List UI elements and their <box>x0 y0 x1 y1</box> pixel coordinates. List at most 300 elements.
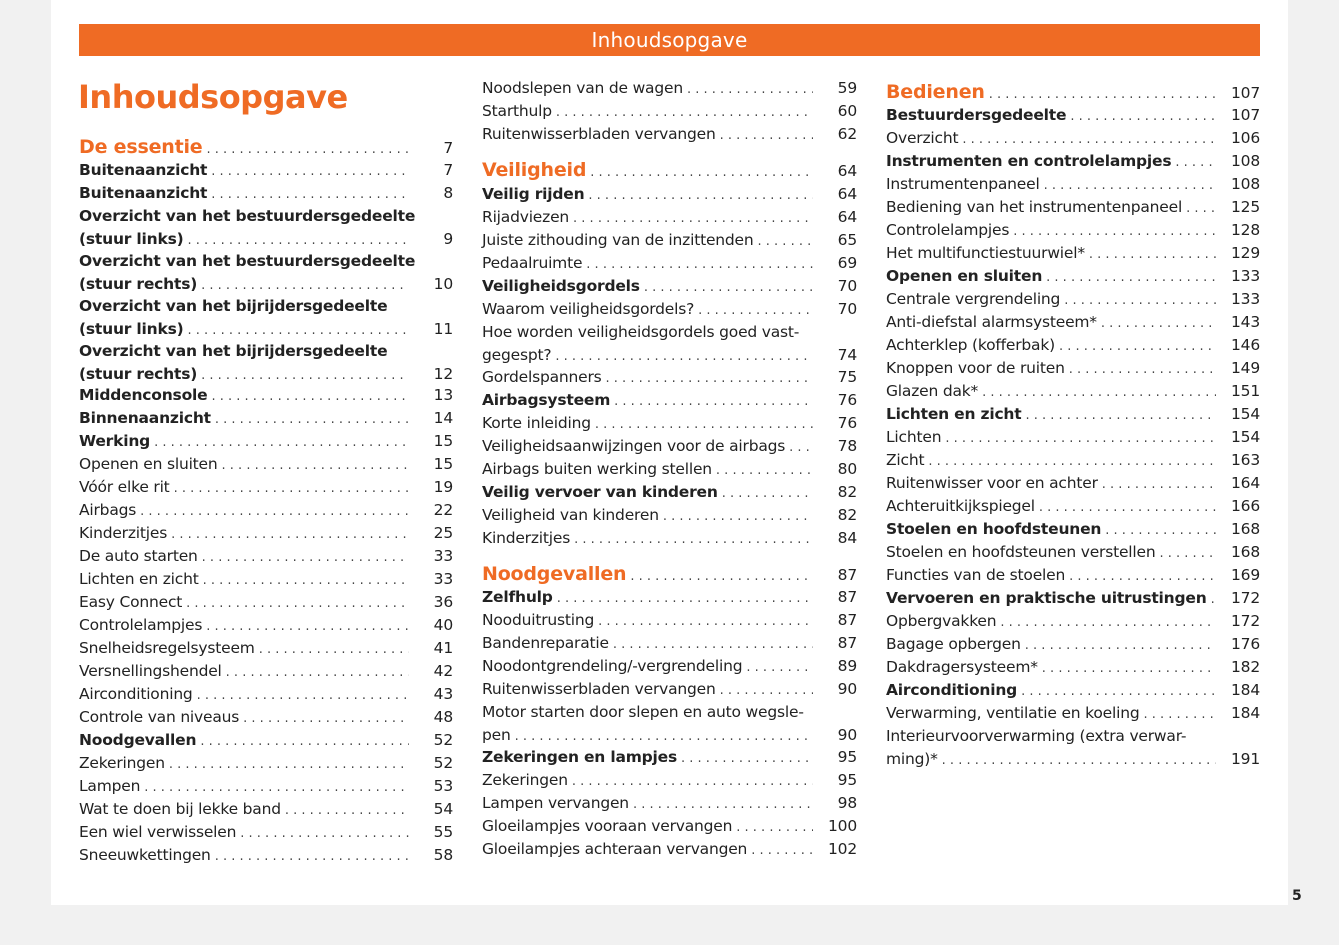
toc-page-number: 166 <box>1231 497 1260 515</box>
toc-item[interactable] <box>886 311 1260 334</box>
toc-page-number: 98 <box>837 794 857 812</box>
dot-leader <box>1039 496 1216 519</box>
toc-item[interactable] <box>482 655 857 678</box>
toc-section[interactable] <box>79 729 453 752</box>
toc-page-number: 74 <box>837 346 857 364</box>
toc-page-number: 78 <box>837 437 857 455</box>
toc-chapter[interactable] <box>886 79 1260 105</box>
toc-page-number: 172 <box>1231 612 1260 630</box>
toc-item[interactable] <box>482 321 857 367</box>
toc-label: Gordelspanners <box>482 368 602 386</box>
toc-item[interactable] <box>79 706 453 729</box>
toc-label: Bandenreparatie <box>482 634 609 652</box>
toc-page-number: 65 <box>837 231 857 249</box>
toc-page-number: 176 <box>1231 635 1260 653</box>
toc-item[interactable] <box>79 614 453 637</box>
dot-leader <box>140 500 409 523</box>
dot-leader <box>613 633 813 656</box>
toc-item[interactable] <box>79 752 453 775</box>
dot-leader <box>736 816 813 839</box>
dot-leader <box>1211 588 1216 611</box>
toc-item[interactable] <box>886 196 1260 219</box>
toc-page-number: 151 <box>1231 382 1260 400</box>
toc-label: Airconditioning <box>79 685 193 703</box>
toc-section[interactable] <box>79 430 453 453</box>
toc-page-number: 108 <box>1231 152 1260 170</box>
dot-leader <box>789 436 813 459</box>
toc-label: Zicht <box>886 451 925 469</box>
toc-label: Ruitenwisserbladen vervangen <box>482 125 716 143</box>
toc-label: Functies van de stoelen <box>886 566 1066 584</box>
toc-page-number: 149 <box>1231 359 1260 377</box>
toc-item[interactable] <box>79 821 453 844</box>
dot-leader <box>614 390 813 413</box>
dot-leader <box>644 276 813 299</box>
toc-label-line1: Overzicht van het bijrijdersgedeelte <box>79 297 388 315</box>
toc-section[interactable] <box>886 150 1260 173</box>
toc-item[interactable] <box>886 656 1260 679</box>
toc-label: De essentie <box>79 136 203 158</box>
toc-item[interactable] <box>482 412 857 435</box>
dot-leader <box>942 749 1216 772</box>
toc-item[interactable] <box>886 495 1260 518</box>
dot-leader <box>1143 703 1216 726</box>
toc-page-number: 90 <box>837 680 857 698</box>
dot-leader <box>555 345 813 368</box>
toc-page-number: 76 <box>837 391 857 409</box>
toc-page-number: 40 <box>433 616 453 634</box>
toc-label: Kinderzitjes <box>79 524 168 542</box>
toc-label: Overzicht <box>886 129 959 147</box>
toc-page-number: 19 <box>433 478 453 496</box>
dot-leader <box>1159 542 1216 565</box>
dot-leader <box>746 656 813 679</box>
toc-section[interactable] <box>79 295 453 341</box>
toc-item[interactable] <box>79 775 453 798</box>
dot-leader <box>663 505 813 528</box>
dot-leader <box>982 381 1216 404</box>
toc-item[interactable] <box>79 453 453 476</box>
dot-leader <box>588 184 813 207</box>
toc-page-number: 15 <box>433 432 453 450</box>
toc-label: Noodgevallen <box>482 563 627 585</box>
toc-label: Pedaalruimte <box>482 254 583 272</box>
dot-leader <box>1105 519 1216 542</box>
toc-page-number: 90 <box>837 726 857 744</box>
toc-label: Sneeuwkettingen <box>79 846 211 864</box>
toc-label: Veiligheidsgordels <box>482 277 640 295</box>
toc-page-number: 14 <box>433 409 453 427</box>
toc-label: Zekeringen <box>482 771 568 789</box>
toc-label: Nooduitrusting <box>482 611 595 629</box>
toc-label: pen <box>482 726 511 744</box>
dot-leader <box>595 413 813 436</box>
toc-page-number: 64 <box>837 185 857 203</box>
toc-page-number: 36 <box>433 593 453 611</box>
toc-item[interactable] <box>79 637 453 660</box>
toc-label: Easy Connect <box>79 593 183 611</box>
toc-item[interactable] <box>79 660 453 683</box>
toc-section[interactable] <box>79 250 453 296</box>
toc-page-number: 100 <box>828 817 857 835</box>
dot-leader <box>1089 243 1216 266</box>
dot-leader <box>586 253 813 276</box>
dot-leader <box>751 839 813 862</box>
toc-label: Airbags buiten werking stellen <box>482 460 712 478</box>
toc-label: Veiligheidsaanwijzingen voor de airbags <box>482 437 786 455</box>
toc-item[interactable] <box>886 725 1260 771</box>
toc-item[interactable] <box>886 702 1260 725</box>
toc-page-number: 172 <box>1231 589 1260 607</box>
dot-leader <box>962 128 1216 151</box>
toc-section[interactable] <box>79 407 453 430</box>
dot-leader <box>515 725 813 748</box>
toc-label: Buitenaanzicht <box>79 184 208 202</box>
toc-label: Dakdragersysteem* <box>886 658 1038 676</box>
toc-page-number: 108 <box>1231 175 1260 193</box>
toc-item[interactable] <box>79 545 453 568</box>
toc-label: Glazen dak* <box>886 382 979 400</box>
toc-item[interactable] <box>886 610 1260 633</box>
toc-item[interactable] <box>482 206 857 229</box>
toc-page-number: 10 <box>433 275 453 293</box>
toc-chapter[interactable] <box>482 157 857 183</box>
toc-item[interactable] <box>482 609 857 632</box>
toc-item[interactable] <box>482 123 857 146</box>
toc-item[interactable] <box>482 815 857 838</box>
dot-leader <box>945 427 1216 450</box>
toc-page-number: 87 <box>837 634 857 652</box>
toc-label: (stuur rechts) <box>79 275 198 293</box>
toc-page-number: 191 <box>1231 750 1260 768</box>
toc-item[interactable] <box>886 357 1260 380</box>
toc-page-number: 128 <box>1231 221 1260 239</box>
toc-page-number: 82 <box>837 506 857 524</box>
toc-label: Het multifunctiestuurwiel* <box>886 244 1085 262</box>
toc-page-number: 54 <box>433 800 453 818</box>
toc-label: Lampen vervangen <box>482 794 629 812</box>
dot-leader <box>1069 565 1216 588</box>
toc-item[interactable] <box>886 288 1260 311</box>
toc-section[interactable] <box>886 403 1260 426</box>
dot-leader <box>188 319 409 342</box>
toc-page-number: 33 <box>433 570 453 588</box>
dot-leader <box>285 799 409 822</box>
toc-chapter[interactable] <box>79 134 453 160</box>
toc-label: Veiligheid van kinderen <box>482 506 659 524</box>
dot-leader <box>698 299 813 322</box>
toc-label: Anti-diefstal alarmsysteem* <box>886 313 1097 331</box>
dot-leader <box>758 230 813 253</box>
toc-section[interactable] <box>482 746 857 769</box>
toc-page-number: 184 <box>1231 681 1260 699</box>
toc-section[interactable] <box>886 104 1260 127</box>
toc-label: Stoelen en hoofdsteunen <box>886 520 1102 538</box>
toc-page-number: 22 <box>433 501 453 519</box>
toc-item[interactable] <box>886 334 1260 357</box>
dot-leader <box>1021 680 1216 703</box>
toc-label: Verwarming, ventilatie en koeling <box>886 704 1140 722</box>
toc-label: Snelheidsregelsysteem <box>79 639 255 657</box>
toc-label: Gloeilampjes achteraan vervangen <box>482 840 748 858</box>
toc-page-number: 70 <box>837 300 857 318</box>
toc-label: Zekeringen <box>79 754 165 772</box>
toc-page-number: 84 <box>837 529 857 547</box>
toc-section[interactable] <box>79 159 453 182</box>
toc-item[interactable] <box>886 242 1260 265</box>
toc-item[interactable] <box>886 564 1260 587</box>
dot-leader <box>202 546 409 569</box>
toc-page-number: 42 <box>433 662 453 680</box>
toc-page-number: 43 <box>433 685 453 703</box>
toc-chapter[interactable] <box>482 561 857 587</box>
toc-label: Bestuurdersgedeelte <box>886 106 1067 124</box>
dot-leader <box>687 78 813 101</box>
toc-page-number: 102 <box>828 840 857 858</box>
toc-label: Middenconsole <box>79 386 208 404</box>
dot-leader <box>201 274 409 297</box>
dot-leader <box>681 747 813 770</box>
toc-item[interactable] <box>482 435 857 458</box>
toc-item[interactable] <box>886 449 1260 472</box>
toc-section[interactable] <box>886 265 1260 288</box>
toc-label: Airconditioning <box>886 681 1018 699</box>
toc-page-number: 87 <box>837 566 857 584</box>
toc-label: Buitenaanzicht <box>79 161 208 179</box>
dot-leader <box>1059 335 1216 358</box>
toc-page-number: 15 <box>433 455 453 473</box>
toc-label-line1: Overzicht van het bestuurdersgedeelte <box>79 252 416 270</box>
toc-page-number: 169 <box>1231 566 1260 584</box>
toc-item[interactable] <box>886 541 1260 564</box>
toc-label-line1: Overzicht van het bijrijdersgedeelte <box>79 342 388 360</box>
toc-page-number: 133 <box>1231 290 1260 308</box>
toc-section[interactable] <box>482 275 857 298</box>
toc-page-number: 41 <box>433 639 453 657</box>
toc-item[interactable] <box>79 844 453 867</box>
toc-label: Openen en sluiten <box>886 267 1043 285</box>
toc-label: Stoelen en hoofdsteunen verstellen <box>886 543 1156 561</box>
toc-page-number: 25 <box>433 524 453 542</box>
toc-label: Bedienen <box>886 81 985 103</box>
toc-label: Korte inleiding <box>482 414 591 432</box>
toc-item[interactable] <box>482 838 857 861</box>
dot-leader <box>197 684 409 707</box>
toc-item[interactable] <box>79 683 453 706</box>
toc-item[interactable] <box>886 472 1260 495</box>
dot-leader <box>1175 151 1216 174</box>
dot-leader <box>243 707 409 730</box>
toc-label: Vóór elke rit <box>79 478 170 496</box>
toc-label: Centrale vergrendeling <box>886 290 1061 308</box>
dot-leader <box>171 523 409 546</box>
toc-item[interactable] <box>886 219 1260 242</box>
toc-label: Werking <box>79 432 151 450</box>
toc-label-line1: Hoe worden veiligheidsgordels goed vast- <box>482 323 800 341</box>
toc-label: Veiligheid <box>482 159 587 181</box>
toc-section[interactable] <box>886 518 1260 541</box>
toc-section[interactable] <box>79 384 453 407</box>
page-number: 5 <box>1292 888 1302 904</box>
dot-leader <box>211 183 409 206</box>
toc-page-number: 154 <box>1231 405 1260 423</box>
dot-leader <box>1069 358 1216 381</box>
toc-page-number: 164 <box>1231 474 1260 492</box>
dot-leader <box>203 569 409 592</box>
toc-item[interactable] <box>482 298 857 321</box>
toc-item[interactable] <box>482 769 857 792</box>
toc-page-number: 106 <box>1231 129 1260 147</box>
toc-item[interactable] <box>886 633 1260 656</box>
toc-page-number: 33 <box>433 547 453 565</box>
toc-item[interactable] <box>886 380 1260 403</box>
toc-label: (stuur links) <box>79 230 184 248</box>
toc-page-number: 80 <box>837 460 857 478</box>
toc-item[interactable] <box>79 591 453 614</box>
dot-leader <box>200 730 409 753</box>
toc-item[interactable] <box>79 798 453 821</box>
toc-item[interactable] <box>79 499 453 522</box>
dot-leader <box>633 793 813 816</box>
toc-page-number: 129 <box>1231 244 1260 262</box>
toc-page-number: 89 <box>837 657 857 675</box>
toc-item[interactable] <box>79 476 453 499</box>
toc-label: Waarom veiligheidsgordels? <box>482 300 695 318</box>
toc-item[interactable] <box>482 701 857 747</box>
dot-leader <box>716 459 813 482</box>
dot-leader <box>1000 611 1216 634</box>
dot-leader <box>1102 473 1216 496</box>
toc-item[interactable] <box>482 792 857 815</box>
toc-label-line1: Motor starten door slepen en auto wegsle- <box>482 703 804 721</box>
dot-leader <box>226 661 409 684</box>
toc-page-number: 59 <box>837 79 857 97</box>
dot-leader <box>572 770 813 793</box>
toc-item[interactable] <box>886 127 1260 150</box>
dot-leader <box>154 431 409 454</box>
toc-item[interactable] <box>79 568 453 591</box>
dot-leader <box>144 776 409 799</box>
dot-leader <box>606 367 813 390</box>
toc-item[interactable] <box>886 426 1260 449</box>
toc-page-number: 60 <box>837 102 857 120</box>
toc-label: Instrumenten en controlelampjes <box>886 152 1172 170</box>
toc-label: Een wiel verwisselen <box>79 823 237 841</box>
toc-page-number: 125 <box>1231 198 1260 216</box>
toc-section[interactable] <box>79 182 453 205</box>
toc-label: Veilig vervoer van kinderen <box>482 483 718 501</box>
toc-section[interactable] <box>482 481 857 504</box>
dot-leader <box>1025 404 1216 427</box>
toc-item[interactable] <box>482 229 857 252</box>
toc-label: Airbagsysteem <box>482 391 611 409</box>
toc-label: ming)* <box>886 750 938 768</box>
toc-item[interactable] <box>886 173 1260 196</box>
dot-leader <box>556 101 813 124</box>
dot-leader <box>215 845 409 868</box>
toc-page-number: 95 <box>837 771 857 789</box>
toc-item[interactable] <box>482 100 857 123</box>
dot-leader <box>1044 174 1216 197</box>
toc-page-number: 70 <box>837 277 857 295</box>
toc-section[interactable] <box>79 340 453 386</box>
dot-leader <box>1064 289 1216 312</box>
toc-section[interactable] <box>482 389 857 412</box>
toc-page-number: 9 <box>443 230 453 248</box>
toc-item[interactable] <box>79 522 453 545</box>
toc-page-number: 143 <box>1231 313 1260 331</box>
toc-section[interactable] <box>482 183 857 206</box>
toc-section[interactable] <box>886 587 1260 610</box>
toc-item[interactable] <box>482 366 857 389</box>
toc-label: Noodslepen van de wagen <box>482 79 683 97</box>
dot-leader <box>1186 197 1216 220</box>
toc-page-number: 69 <box>837 254 857 272</box>
toc-page-number: 64 <box>837 162 857 180</box>
toc-page-number: 146 <box>1231 336 1260 354</box>
toc-page-number: 58 <box>433 846 453 864</box>
toc-item[interactable] <box>482 632 857 655</box>
toc-page-number: 64 <box>837 208 857 226</box>
toc-label: Controle van niveaus <box>79 708 240 726</box>
dot-leader <box>928 450 1216 473</box>
toc-label: Noodontgrendeling/-vergrendeling <box>482 657 743 675</box>
dot-leader <box>169 753 409 776</box>
toc-item[interactable] <box>482 77 857 100</box>
toc-label: Gloeilampjes vooraan vervangen <box>482 817 733 835</box>
toc-item[interactable] <box>482 504 857 527</box>
toc-item[interactable] <box>482 458 857 481</box>
dot-leader <box>720 679 813 702</box>
toc-item[interactable] <box>482 678 857 701</box>
toc-label: Instrumentenpaneel <box>886 175 1040 193</box>
toc-section[interactable] <box>79 205 453 251</box>
toc-label: Lichten en zicht <box>79 570 199 588</box>
toc-item[interactable] <box>482 527 857 550</box>
toc-page-number: 7 <box>443 161 453 179</box>
toc-page-number: 184 <box>1231 704 1260 722</box>
dot-leader <box>206 615 409 638</box>
toc-page-number: 7 <box>443 139 453 157</box>
toc-page-number: 8 <box>443 184 453 202</box>
toc-page-number: 107 <box>1231 84 1260 102</box>
toc-page-number: 62 <box>837 125 857 143</box>
toc-label: Lichten <box>886 428 942 446</box>
toc-label: Lichten en zicht <box>886 405 1022 423</box>
toc-item[interactable] <box>482 252 857 275</box>
header-banner: Inhoudsopgave <box>79 24 1260 56</box>
toc-page-number: 55 <box>433 823 453 841</box>
toc-page-number: 107 <box>1231 106 1260 124</box>
dot-leader <box>1046 266 1216 289</box>
toc-label: Controlelampjes <box>886 221 1010 239</box>
dot-leader <box>1070 105 1216 128</box>
toc-label: Opbergvakken <box>886 612 997 630</box>
toc-page-number: 76 <box>837 414 857 432</box>
dot-leader <box>174 477 409 500</box>
dot-leader <box>259 638 409 661</box>
dot-leader <box>1042 657 1216 680</box>
toc-section[interactable] <box>886 679 1260 702</box>
toc-label: Wat te doen bij lekke band <box>79 800 281 818</box>
toc-label: Vervoeren en praktische uitrustingen <box>886 589 1207 607</box>
toc-label: Zelfhulp <box>482 588 553 606</box>
dot-leader <box>211 385 409 408</box>
toc-page-number: 12 <box>433 365 453 383</box>
toc-page-number: 52 <box>433 731 453 749</box>
toc-section[interactable] <box>482 586 857 609</box>
toc-label: Rijadviezen <box>482 208 570 226</box>
